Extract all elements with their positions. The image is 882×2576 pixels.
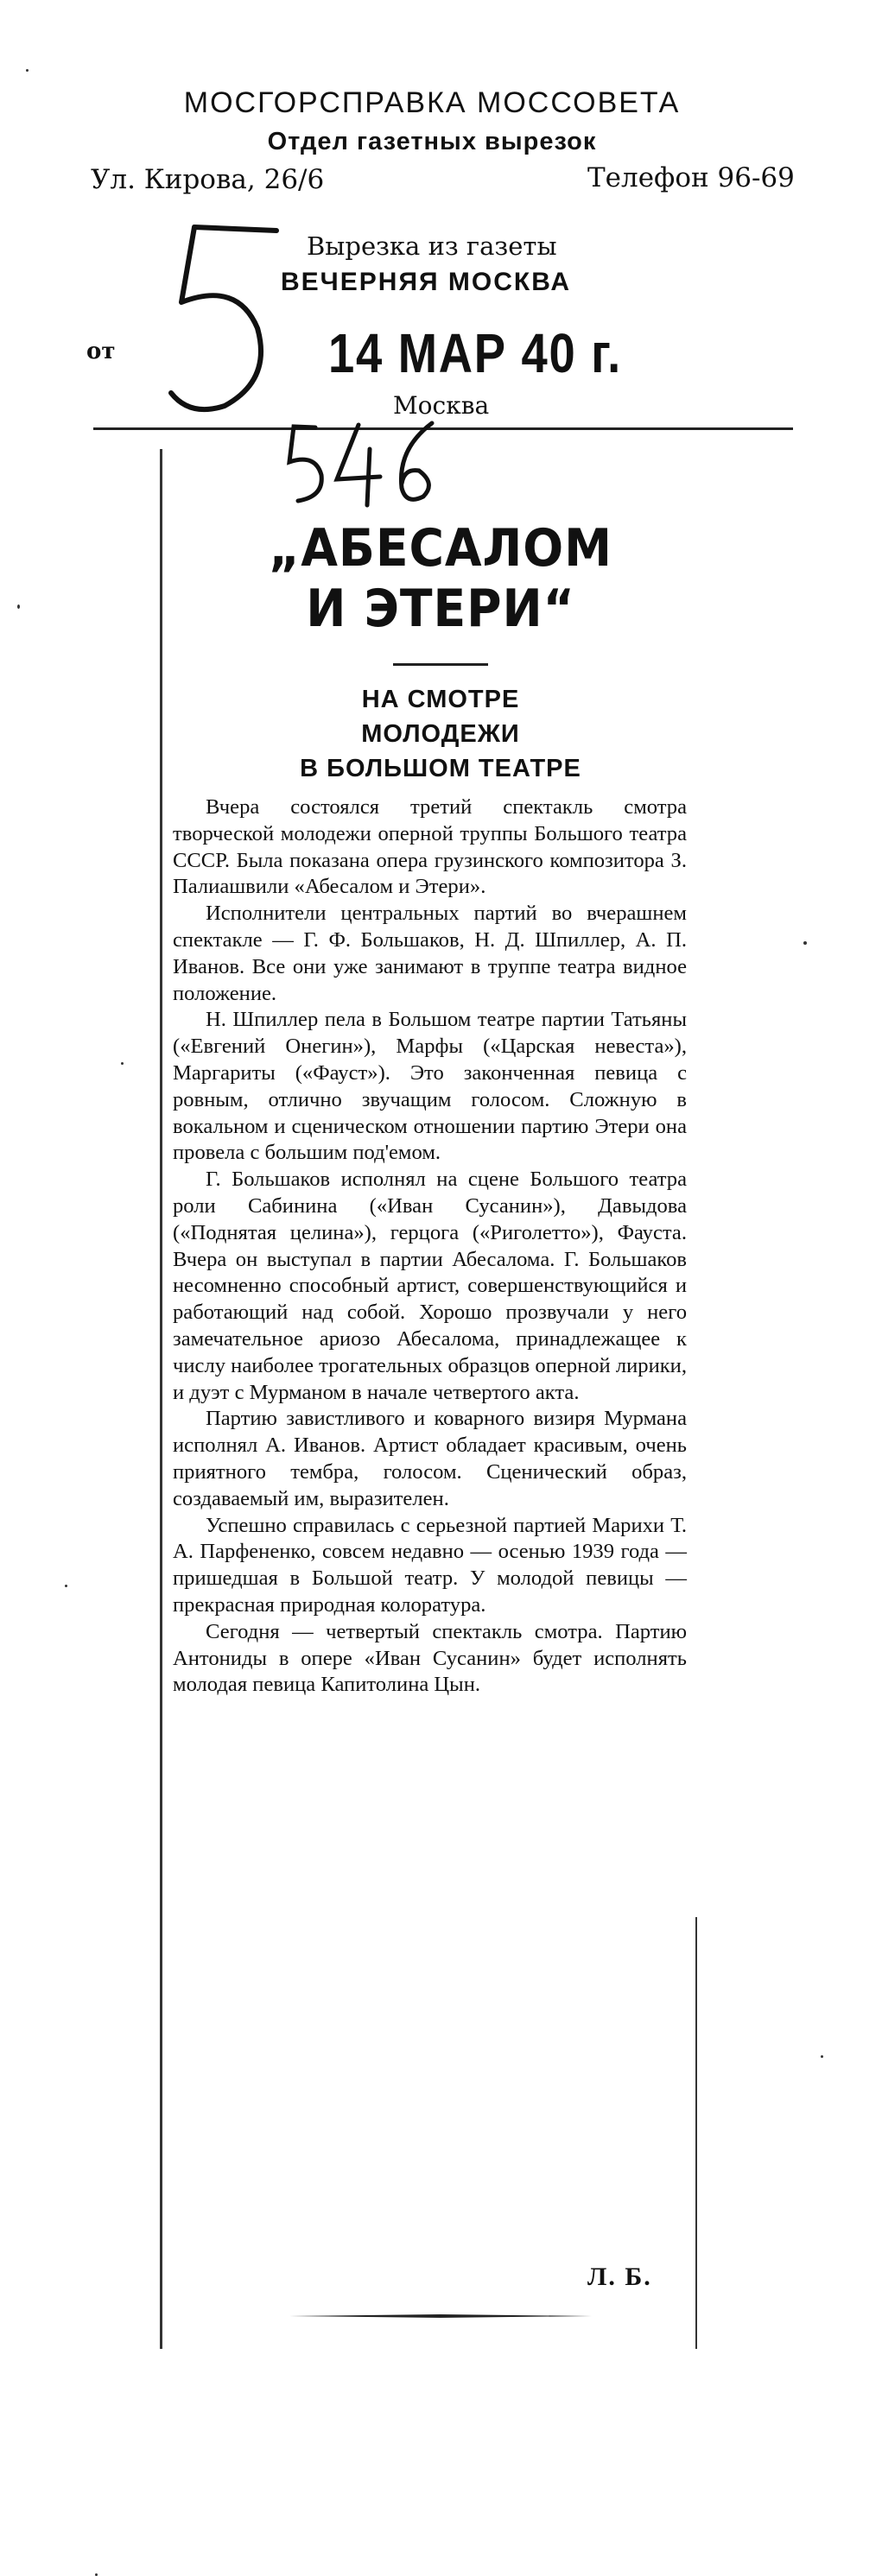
stamp-organization: МОСГОРСПРАВКА МОССОВЕТА xyxy=(183,86,681,119)
scan-speck xyxy=(821,2055,823,2058)
date-stamp: 14 МАР 40 г. xyxy=(328,322,622,384)
scan-speck xyxy=(803,941,807,945)
article-paragraph-6: Успешно справилась с серьезной партией Марихи Т. А. Парфененко, совсем недавно — осенью 1939 года — пришедшая в Большой театр. У молодой певицы — прекрасная природная колоратура. xyxy=(173,1513,687,1617)
article-body xyxy=(173,794,687,1699)
stamp-address: Ул. Кирова, 26/6 xyxy=(91,164,325,195)
article-title xyxy=(251,518,631,639)
article-subheading xyxy=(207,682,674,786)
subheading-line-2: МОЛОДЕЖИ xyxy=(361,720,520,748)
scan-speck xyxy=(65,1585,67,1587)
scan-speck xyxy=(17,604,20,609)
article-paragraph-2: Исполнители центральных партий во вчерашнем спектакле — Г. Ф. Большаков, Н. Д. Шпиллер, А. П. Иванов. Все они уже занимают в труппе театра видное положение. xyxy=(173,902,687,1005)
subheading-line-1: НА СМОТРЕ xyxy=(361,686,520,713)
end-divider xyxy=(289,2314,592,2318)
article-title-line-2: И ЭТЕРИ“ xyxy=(306,579,575,639)
city-label: Москва xyxy=(393,391,490,420)
clipping-from-label: Вырезка из газеты xyxy=(307,231,557,261)
handwritten-id-546 xyxy=(276,415,449,510)
column-border-right xyxy=(695,1917,697,2349)
article-paragraph-4: Г. Большаков исполнял на сцене Большого театра роли Сабинина («Иван Сусанин»), Давыдова («Поднятая целина»), герцога («Риголетто»), Фауста. Вчера он выступал в партии Абесалома. Г. Большаков несомненно способный артист, совершенствующийся и работающий над собой. Хорошо прозвучали у него замечательное ариозо Абесалома, принадлежащее к числу наиболее трогательных образцов оперной лирики, и дуэт с Мурманом в начале четвертого акта. xyxy=(173,1168,687,1404)
article-title-line-1: „АБЕСАЛОМ xyxy=(268,518,612,579)
handwritten-number-5 xyxy=(155,220,285,419)
article-paragraph-5: Партию завистливого и коварного визиря Мурмана исполнял А. Иванов. Артист обладает красивым, очень приятного тембра, голосом. Сценический образ, создаваемый им, выразителен. xyxy=(173,1407,687,1510)
article-paragraph-7: Сегодня — четвертый спектакль смотра. Партию Антониды в опере «Иван Сусанин» будет исполнять молодая певица Капитолина Цын. xyxy=(173,1619,687,1697)
subheading-line-3: В БОЛЬШОМ ТЕАТРЕ xyxy=(300,755,581,782)
date-prefix: от xyxy=(86,339,116,364)
article-paragraph-3: Н. Шпиллер пела в Большом театре партии Татьяны («Евгений Онегин»), Марфы («Царская невеста»), Маргариты («Фауст»). Это законченная певица с ровным, отлично звучащим голосом. Сложную в вокальном и сценическом отношении партию Этери она провела с большим под'емом. xyxy=(173,1008,687,1165)
article-signature: Л. Б. xyxy=(587,2263,652,2291)
newspaper-name: ВЕЧЕРНЯЯ МОСКВА xyxy=(281,268,572,296)
article-paragraph-1: Вчера состоялся третий спектакль смотра творческой молодежи оперной труппы Большого театра СССР. Была показана опера грузинского композитора З. Палиашвили «Абесалом и Этери». xyxy=(173,795,687,899)
column-border-left xyxy=(160,449,162,2349)
scan-speck xyxy=(26,69,29,72)
scan-speck xyxy=(121,1062,124,1065)
stamp-department: Отдел газетных вырезок xyxy=(267,128,597,155)
title-divider xyxy=(393,663,488,666)
stamp-phone: Телефон 96-69 xyxy=(587,162,795,193)
